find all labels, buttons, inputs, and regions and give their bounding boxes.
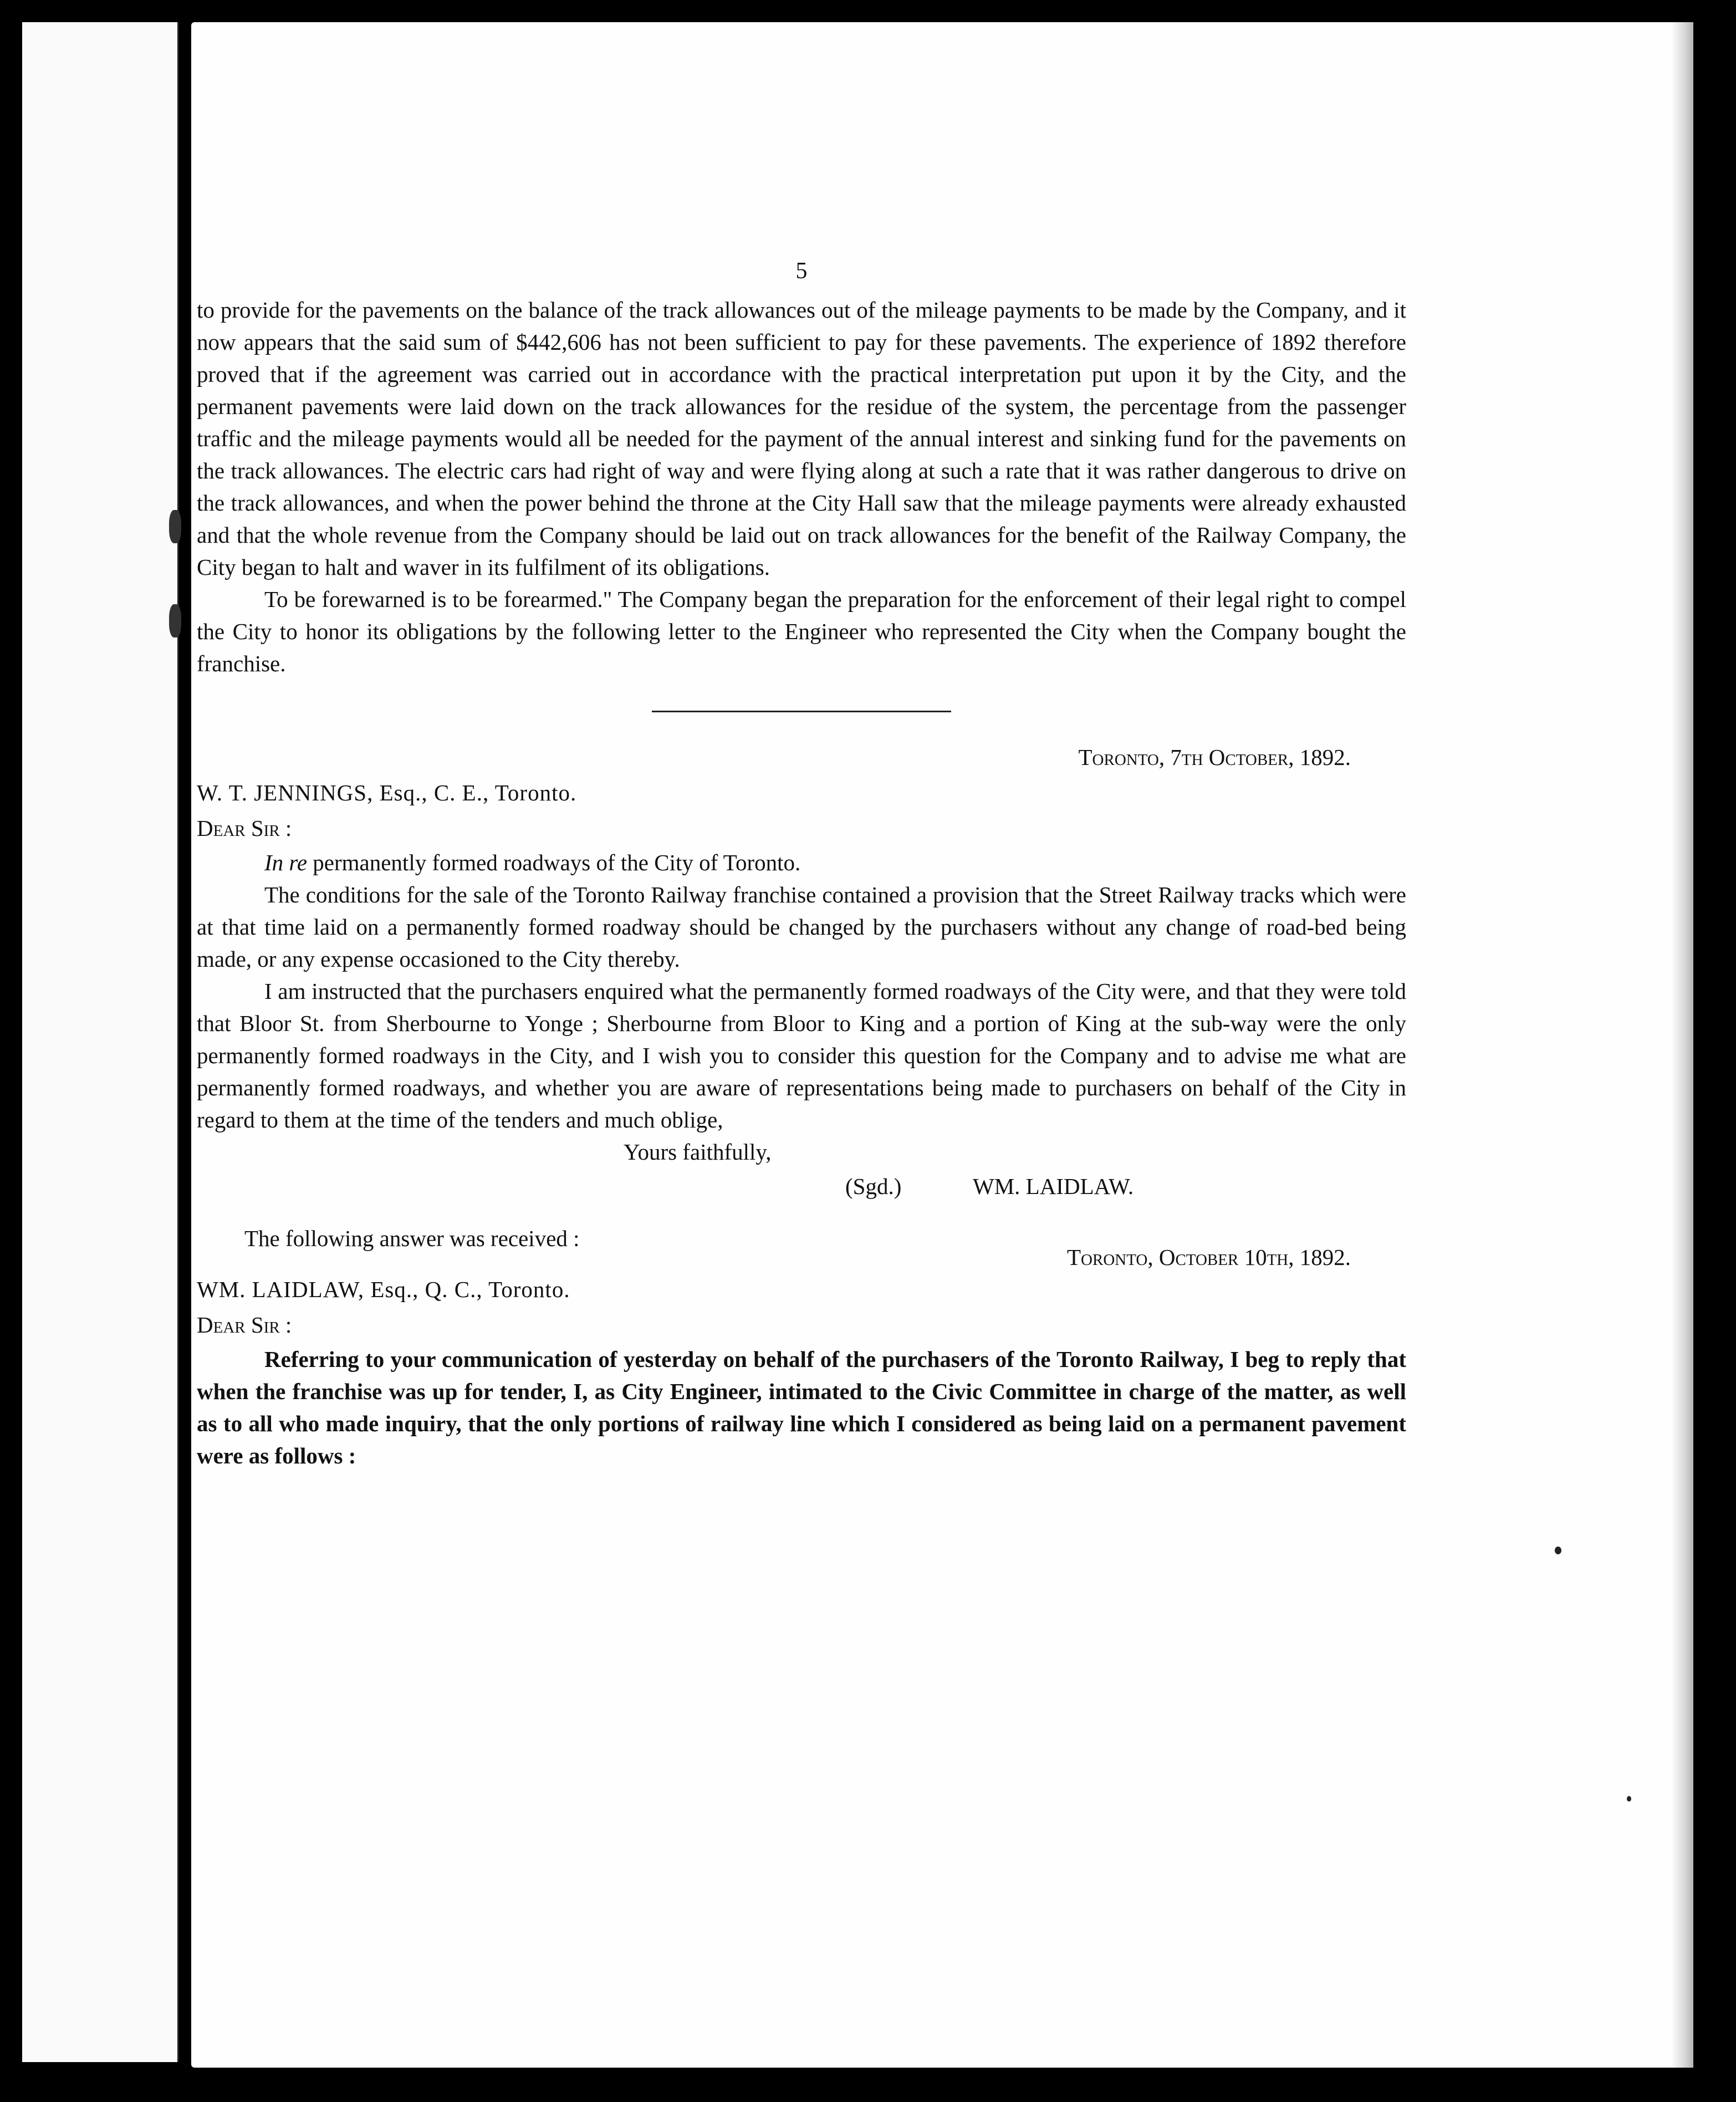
letter2-addressee: WM. LAIDLAW, Esq., Q. C., Toronto. bbox=[197, 1277, 570, 1302]
page-shadow-edge bbox=[1671, 22, 1693, 2068]
letter1-signature-line bbox=[197, 1170, 1406, 1202]
letter1-in-re bbox=[197, 846, 1406, 879]
paragraph-1: to provide for the pavements on the balance of the track allowances out of the mileage payments to be made by the Company, and it now appears that the said sum of $442,606 has not been sufficient to pay for these pavements. The experience of 1892 therefore proved that if the agreement was carried out in accordance with the practical interpretation put upon it by the City, and the permanent pavements were laid down on the track allowances for the residue of the system, the percentage from the passenger traffic and the mileage payments would all be needed for the payment of the annual interest and sinking fund for the pavements on the track allowances. The electric cars had right of way and were flying along at such a rate that it was rather dangerous to drive on the track allowances, and when the power behind the throne at the City Hall saw that the mileage payments were already exhausted and that the whole revenue from the Company should be laid out on track allowances for the benefit of the Railway Company, the City began to halt and waver in its fulfilment of its obligations. bbox=[197, 297, 1406, 580]
page-number: 5 bbox=[795, 258, 808, 284]
page-text bbox=[197, 255, 1406, 1472]
sgd-mark: (Sgd.) bbox=[845, 1174, 902, 1199]
letter1-closing: Yours faithfully, bbox=[624, 1139, 772, 1165]
facing-page-edge bbox=[22, 22, 179, 2062]
section-divider bbox=[652, 711, 951, 712]
letter2-body: Referring to your communication of yesterday on behalf of the purchasers of the Toronto Railway, I beg to reply that when the franchise was up for tender, I, as City Engineer, intimated to the Civic Committee in charge of the matter, as well as to all who made inquiry, that the only portions of railway line which I considered as being laid on a permanent pavement were as follows : bbox=[197, 1346, 1406, 1468]
letter2-date: Toronto, October 10th, 1892. bbox=[1067, 1244, 1351, 1270]
in-re-text: permanently formed roadways of the City of Toronto. bbox=[313, 850, 801, 875]
letter1-body-1: The conditions for the sale of the Toronto Railway franchise contained a provision that the Street Railway tracks which were at that time laid on a permanently formed roadway should be changed by the purchasers without any change of road-bed being made, or any expense occasioned to the City thereby. bbox=[197, 882, 1406, 972]
letter1-date: Toronto, 7th October, 1892. bbox=[1078, 744, 1351, 770]
answer-intro-row bbox=[197, 1222, 1406, 1273]
letter2-salutation: Dear Sir : bbox=[197, 1312, 292, 1338]
paragraph-2: To be forewarned is to be forearmed." The Company began the preparation for the enforcement of their legal right to compel the City to honor its obligations by the following letter to the Engineer who represented the City when the Company bought the franchise. bbox=[197, 586, 1406, 676]
letter2-intro: The following answer was received : bbox=[244, 1226, 580, 1251]
letter1-body-2: I am instructed that the purchasers enquired what the permanently formed roadways of the City were, and that they were told that Bloor St. from Sherbourne to Yonge ; Sherbourne from Bloor to King and a portion of King at the sub-way were the only permanently formed roadways in the City, and I wish you to consider this question for the Company and to advise me what are permanently formed roadways, and whether you are aware of representations being made to purchasers on behalf of the City in regard to them at the time of the tenders and much oblige, bbox=[197, 978, 1406, 1132]
letter1-addressee: W. T. JENNINGS, Esq., C. E., Toronto. bbox=[197, 780, 577, 805]
in-re-label: In re bbox=[264, 850, 308, 875]
binding-mark bbox=[169, 604, 181, 637]
ink-speck bbox=[1555, 1547, 1561, 1554]
letter1-signer: WM. LAIDLAW. bbox=[973, 1174, 1134, 1199]
ink-speck bbox=[1627, 1796, 1631, 1802]
letter1-salutation: Dear Sir : bbox=[197, 815, 292, 841]
binding-mark bbox=[169, 510, 181, 543]
